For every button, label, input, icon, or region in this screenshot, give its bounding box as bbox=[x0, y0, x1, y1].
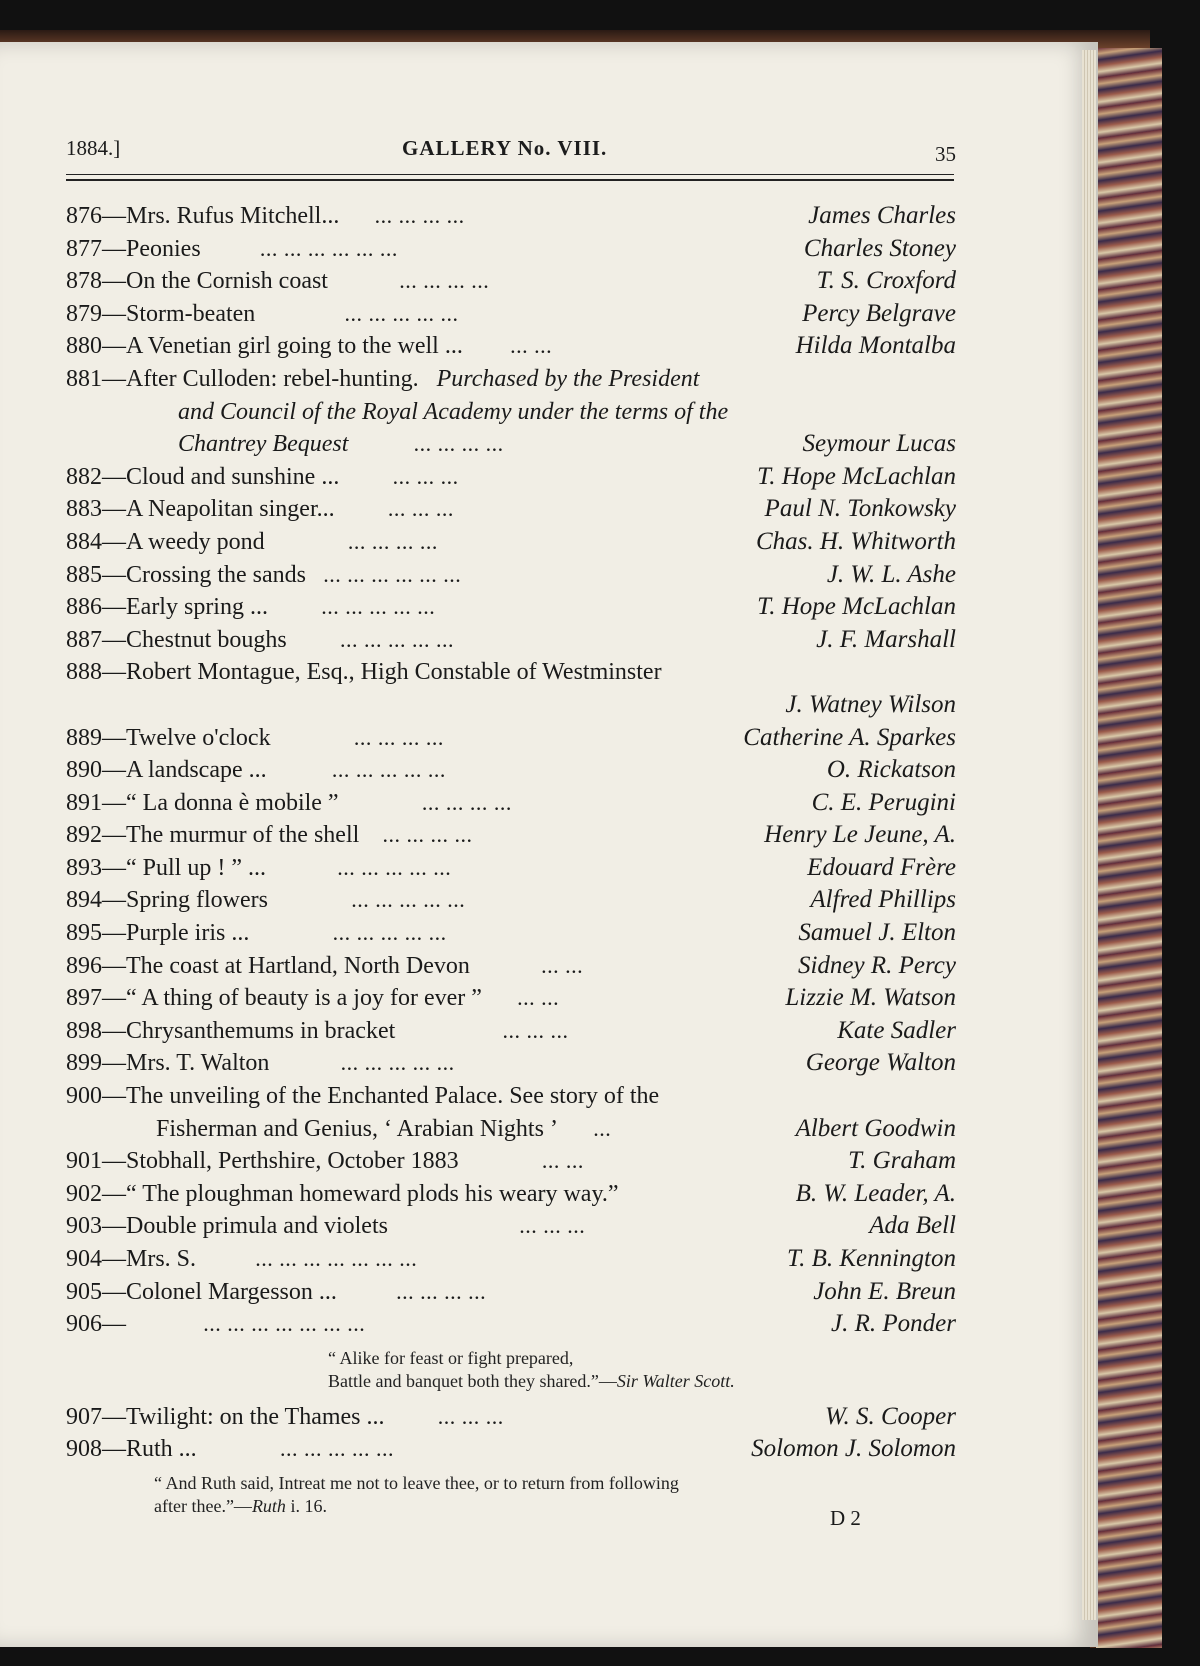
entry-882: 882—Cloud and sunshine ... ... ... ... T. Hope McLachlan bbox=[66, 461, 956, 494]
entry-artist: John E. Breun bbox=[813, 1277, 956, 1305]
entry-title: “ A thing of beauty is a joy for ever ” bbox=[126, 985, 482, 1012]
leader-dots: ... ... ... ... ... bbox=[280, 1443, 395, 1461]
leader-dots: ... ... ... bbox=[393, 470, 460, 488]
entry-number: 904 bbox=[66, 1246, 102, 1272]
entry-artist: T. S. Croxford bbox=[816, 267, 956, 295]
leader-dots: ... ... ... ... bbox=[354, 731, 445, 749]
entry-title: Colonel Margesson ... bbox=[126, 1278, 337, 1305]
entry-artist: T. B. Kennington bbox=[787, 1245, 956, 1272]
leader-dots: ... ... bbox=[542, 1155, 585, 1173]
entry-artist: Ada Bell bbox=[869, 1212, 956, 1240]
entry-title: Ruth ... bbox=[126, 1436, 197, 1463]
quote-reference-verse: i. 16. bbox=[285, 1495, 327, 1516]
entry-902: 902—“ The ploughman homeward plods his weary way.” B. W. Leader, A. bbox=[66, 1178, 956, 1211]
entry-artist: Hilda Montalba bbox=[795, 332, 956, 360]
entry-title: Cloud and sunshine ... bbox=[126, 463, 340, 490]
leader-dots: ... ... ... ... ... ... bbox=[260, 242, 399, 260]
entry-artist: Seymour Lucas bbox=[802, 430, 956, 458]
entry-890: 890—A landscape ... ... ... ... ... ... O. Rickatson bbox=[66, 754, 956, 787]
entry-title: Robert Montague, Esq., High Constable of Westminster bbox=[126, 659, 662, 686]
quote-line: after thee.”— bbox=[154, 1495, 252, 1516]
leader-dots: ... ... bbox=[541, 959, 584, 977]
entry-artist: T. Hope McLachlan bbox=[757, 593, 956, 621]
entry-artist: Sidney R. Percy bbox=[797, 951, 956, 979]
entry-907: 907—Twilight: on the Thames ... ... ... ... W. S. Cooper bbox=[66, 1401, 956, 1434]
header-rule-thick bbox=[66, 179, 954, 181]
header-rule bbox=[66, 174, 954, 175]
entry-903: 903—Double primula and violets ... ... ... Ada Bell bbox=[66, 1210, 956, 1243]
entry-number: 895 bbox=[66, 920, 102, 947]
entry-title: A weedy pond bbox=[126, 528, 265, 555]
entry-number: 900 bbox=[66, 1083, 102, 1110]
entry-title: Crossing the sands bbox=[126, 561, 306, 588]
leader-dots: ... ... ... ... bbox=[375, 210, 466, 227]
entry-artist: Solomon J. Solomon bbox=[751, 1435, 956, 1463]
entry-title: The coast at Hartland, North Devon bbox=[126, 952, 470, 979]
entry-artist: T. Hope McLachlan bbox=[757, 462, 956, 490]
entry-artist: B. W. Leader, A. bbox=[795, 1179, 956, 1207]
entry-title: Early spring ... bbox=[126, 594, 268, 621]
entry-884: 884—A weedy pond ... ... ... ... Chas. H. Whitworth bbox=[66, 526, 956, 559]
entry-title: Spring flowers bbox=[126, 887, 268, 914]
entry-artist: Alfred Phillips bbox=[810, 886, 956, 914]
leader-dots: ... ... ... ... bbox=[422, 796, 513, 814]
entry-number: 891 bbox=[66, 789, 102, 816]
entry-885: 885—Crossing the sands ... ... ... ... ... ... J. W. L. Ashe bbox=[66, 559, 956, 592]
entry-number: 902 bbox=[66, 1180, 102, 1207]
entry-878: 878—On the Cornish coast ... ... ... ... T. S. Croxford bbox=[66, 265, 956, 298]
quote-attribution: Sir Walter Scott. bbox=[616, 1370, 735, 1391]
page-number: 35 bbox=[935, 142, 956, 166]
entry-title: Stobhall, Perthshire, October 1883 bbox=[126, 1148, 459, 1175]
entry-877: 877—Peonies ... ... ... ... ... ... Charles Stoney bbox=[66, 233, 956, 266]
entry-artist: W. S. Cooper bbox=[824, 1402, 956, 1430]
entry-artist: Edouard Frère bbox=[807, 853, 956, 881]
entry-artist: O. Rickatson bbox=[826, 756, 956, 784]
entry-title: Purple iris ... bbox=[126, 920, 250, 947]
entry-905: 905—Colonel Margesson ... ... ... ... ... John E. Breun bbox=[66, 1276, 956, 1309]
entry-title: Mrs. T. Walton bbox=[126, 1050, 270, 1077]
entry-title: Double primula and violets bbox=[126, 1213, 388, 1240]
entry-number: 880 bbox=[66, 333, 102, 360]
entry-title: “ Pull up ! ” ... bbox=[126, 854, 266, 881]
entry-artist: C. E. Perugini bbox=[811, 788, 956, 816]
entry-number: 903 bbox=[66, 1213, 102, 1240]
entry-number: 881 bbox=[66, 365, 102, 392]
entry-title: Twilight: on the Thames ... bbox=[126, 1403, 385, 1430]
leader-dots: ... ... ... ... ... ... bbox=[324, 568, 462, 586]
entry-888: 888—Robert Montague, Esq., High Constable of Westminster J. Watney Wilson bbox=[66, 656, 956, 721]
entry-number: 883 bbox=[66, 496, 102, 523]
entry-number: 906 bbox=[66, 1311, 102, 1338]
leader-dots: ... ... ... ... ... bbox=[337, 861, 452, 879]
entry-898: 898—Chrysanthemums in bracket ... ... ... Kate Sadler bbox=[66, 1015, 956, 1048]
entry-note-line: and Council of the Royal Academy under the terms of the bbox=[178, 398, 729, 425]
leader-dots: ... ... ... ... ... bbox=[351, 894, 466, 912]
entry-artist: George Walton bbox=[805, 1049, 956, 1077]
entry-876: 876—Mrs. Rufus Mitchell... ... ... ... ... James Charles bbox=[66, 200, 956, 233]
leader-dots: ... ... ... ... bbox=[399, 275, 490, 293]
entry-title: Chestnut boughs bbox=[126, 626, 287, 653]
entry-title: After Culloden: rebel-hunting. bbox=[126, 365, 419, 392]
entry-title: Mrs. S. bbox=[126, 1246, 197, 1272]
entry-note: Purchased by the President bbox=[436, 365, 700, 392]
entry-artist: J. W. L. Ashe bbox=[826, 560, 956, 588]
entry-title: A landscape ... bbox=[126, 757, 267, 784]
entry-title: A Venetian girl going to the well ... bbox=[126, 333, 463, 360]
header-title: GALLERY No. VIII. bbox=[402, 136, 608, 160]
entry-900: 900—The unveiling of the Enchanted Palace. See story of the Fisherman and Genius, ‘ Arabian Nights ’ ... Albert Goodwin bbox=[66, 1080, 956, 1145]
leader-dots: ... ... ... bbox=[503, 1024, 570, 1042]
entry-892: 892—The murmur of the shell ... ... ... ... Henry Le Jeune, A. bbox=[66, 819, 956, 852]
entry-number: 890 bbox=[66, 757, 102, 784]
entry-899: 899—Mrs. T. Walton ... ... ... ... ... George Walton bbox=[66, 1047, 956, 1080]
quote-line: “ Alike for feast or fight prepared, bbox=[328, 1347, 574, 1368]
entry-number: 905 bbox=[66, 1278, 102, 1305]
leader-dots: ... ... ... bbox=[519, 1220, 586, 1238]
entry-901: 901—Stobhall, Perthshire, October 1883 ... ... T. Graham bbox=[66, 1145, 956, 1178]
leader-dots: ... ... ... ... ... bbox=[333, 927, 448, 945]
leader-dots: ... ... ... ... ... ... ... bbox=[256, 1253, 419, 1270]
leader-dots: ... ... ... ... ... bbox=[321, 601, 436, 619]
entry-number: 894 bbox=[66, 887, 102, 914]
leader-dots: ... ... ... ... ... bbox=[332, 764, 447, 782]
entry-artist: Albert Goodwin bbox=[795, 1114, 956, 1142]
entry-number: 897 bbox=[66, 985, 102, 1012]
quote-ruth bbox=[66, 1472, 956, 1518]
entry-881: 881—After Culloden: rebel-hunting. Purchased by the President and Council of the Royal Academy under the terms of the Chantrey Bequest ... ... ... ... Seymour Lucas bbox=[66, 363, 956, 461]
quote-reference: Ruth bbox=[251, 1495, 286, 1516]
entry-number: 884 bbox=[66, 528, 102, 555]
entry-908: 908—Ruth ... ... ... ... ... ... Solomon J. Solomon bbox=[66, 1433, 956, 1466]
entry-artist: Charles Stoney bbox=[803, 234, 956, 262]
entry-title: Chrysanthemums in bracket bbox=[126, 1017, 396, 1044]
entry-number: 888 bbox=[66, 659, 102, 686]
leader-dots: ... ... ... ... ... bbox=[340, 633, 455, 651]
entry-title: “ La donna è mobile ” bbox=[126, 789, 339, 816]
entry-artist: Chas. H. Whitworth bbox=[755, 527, 956, 555]
entry-number: 898 bbox=[66, 1017, 102, 1044]
entry-artist: T. Graham bbox=[848, 1147, 956, 1175]
entry-904: 904—Mrs. S. ... ... ... ... ... ... ... T. B. Kennington bbox=[66, 1243, 956, 1276]
entry-887: 887—Chestnut boughs ... ... ... ... ... J. F. Marshall bbox=[66, 624, 956, 657]
entry-artist: J. F. Marshall bbox=[816, 625, 956, 653]
entry-title: The unveiling of the Enchanted Palace. See story of the bbox=[126, 1083, 660, 1110]
entry-number: 877 bbox=[66, 235, 102, 262]
catalogue-entries bbox=[66, 200, 956, 1526]
entry-889: 889—Twelve o'clock ... ... ... ... Catherine A. Sparkes bbox=[66, 722, 956, 755]
leader-dots: ... ... ... bbox=[438, 1410, 505, 1428]
entry-number: 892 bbox=[66, 822, 102, 849]
entry-number: 889 bbox=[66, 724, 102, 751]
leader-dots: ... ... ... ... bbox=[383, 829, 474, 847]
entry-number: 896 bbox=[66, 952, 102, 979]
entry-number: 907 bbox=[66, 1403, 102, 1430]
leader-dots: ... ... bbox=[517, 992, 560, 1010]
entry-note-line: Chantrey Bequest bbox=[178, 431, 349, 458]
entry-880: 880—A Venetian girl going to the well ... ... ... Hilda Montalba bbox=[66, 330, 956, 363]
leader-dots: ... ... bbox=[510, 340, 553, 358]
leader-dots: ... ... ... ... bbox=[348, 535, 439, 553]
entry-title: The murmur of the shell bbox=[126, 822, 360, 849]
entry-title: On the Cornish coast bbox=[126, 268, 328, 295]
entry-number: 885 bbox=[66, 561, 102, 588]
leader-dots: ... ... ... bbox=[388, 503, 455, 521]
entry-artist: Kate Sadler bbox=[837, 1016, 956, 1044]
entry-897: 897—“ A thing of beauty is a joy for ever ” ... ... Lizzie M. Watson bbox=[66, 982, 956, 1015]
entry-artist: Percy Belgrave bbox=[802, 299, 956, 327]
entry-number: 882 bbox=[66, 463, 102, 490]
entry-artist: Samuel J. Elton bbox=[798, 919, 956, 947]
quote-line: “ And Ruth said, Intreat me not to leave thee, or to return from following bbox=[154, 1472, 679, 1493]
entry-title-line: Fisherman and Genius, ‘ Arabian Nights ’ bbox=[156, 1115, 558, 1142]
entry-title: Peonies bbox=[126, 235, 201, 262]
entry-number: 878 bbox=[66, 268, 102, 295]
entry-artist: J. Watney Wilson bbox=[785, 690, 956, 718]
entry-artist: Lizzie M. Watson bbox=[785, 984, 956, 1012]
header-year: 1884.] bbox=[66, 136, 121, 160]
leader-dots: ... ... ... ... bbox=[414, 438, 505, 456]
entry-891: 891—“ La donna è mobile ” ... ... ... ... C. E. Perugini bbox=[66, 787, 956, 820]
entry-number: 908 bbox=[66, 1436, 102, 1463]
entry-894: 894—Spring flowers ... ... ... ... ... Alfred Phillips bbox=[66, 884, 956, 917]
entry-title: Storm-beaten bbox=[126, 300, 256, 327]
entry-artist: Henry Le Jeune, A. bbox=[764, 821, 956, 849]
entry-artist: Catherine A. Sparkes bbox=[743, 723, 956, 751]
entry-title: Mrs. Rufus Mitchell... bbox=[126, 203, 340, 229]
entry-number: 876 bbox=[66, 203, 102, 229]
entry-title: Twelve o'clock bbox=[126, 724, 271, 751]
entry-title: “ The ploughman homeward plods his weary way.” bbox=[126, 1180, 619, 1207]
leader-dots: ... ... ... ... ... bbox=[345, 307, 460, 325]
entry-title: A Neapolitan singer... bbox=[126, 496, 335, 523]
entry-896: 896—The coast at Hartland, North Devon ... ... Sidney R. Percy bbox=[66, 950, 956, 983]
entry-893: 893—“ Pull up ! ” ... ... ... ... ... ... Edouard Frère bbox=[66, 852, 956, 885]
entry-artist: Paul N. Tonkowsky bbox=[764, 495, 956, 523]
entry-artist: J. R. Ponder bbox=[831, 1310, 956, 1338]
entry-879: 879—Storm-beaten ... ... ... ... ... Percy Belgrave bbox=[66, 298, 956, 331]
entry-number: 879 bbox=[66, 300, 102, 327]
leader-dots: ... ... ... ... bbox=[396, 1285, 487, 1303]
quote-line: Battle and banquet both they shared.”— bbox=[328, 1370, 617, 1391]
marbled-binding bbox=[1090, 48, 1162, 1648]
entry-number: 901 bbox=[66, 1148, 102, 1175]
signature-mark: D 2 bbox=[830, 1506, 861, 1530]
running-header bbox=[66, 136, 956, 166]
page-edges bbox=[1082, 50, 1096, 1620]
entry-895: 895—Purple iris ... ... ... ... ... ... Samuel J. Elton bbox=[66, 917, 956, 950]
entry-artist: James Charles bbox=[808, 202, 956, 229]
entry-883: 883—A Neapolitan singer... ... ... ... Paul N. Tonkowsky bbox=[66, 493, 956, 526]
entry-number: 886 bbox=[66, 594, 102, 621]
entry-number: 893 bbox=[66, 854, 102, 881]
leader-dots: ... ... ... ... ... ... ... bbox=[204, 1318, 366, 1336]
entry-number: 899 bbox=[66, 1050, 102, 1077]
entry-886: 886—Early spring ... ... ... ... ... ... T. Hope McLachlan bbox=[66, 591, 956, 624]
leader-dots: ... bbox=[593, 1122, 612, 1140]
entry-number: 887 bbox=[66, 626, 102, 653]
leader-dots: ... ... ... ... ... bbox=[341, 1057, 456, 1075]
entry-906: 906— ... ... ... ... ... ... ... J. R. Ponder bbox=[66, 1308, 956, 1341]
quote-scott bbox=[66, 1347, 956, 1393]
